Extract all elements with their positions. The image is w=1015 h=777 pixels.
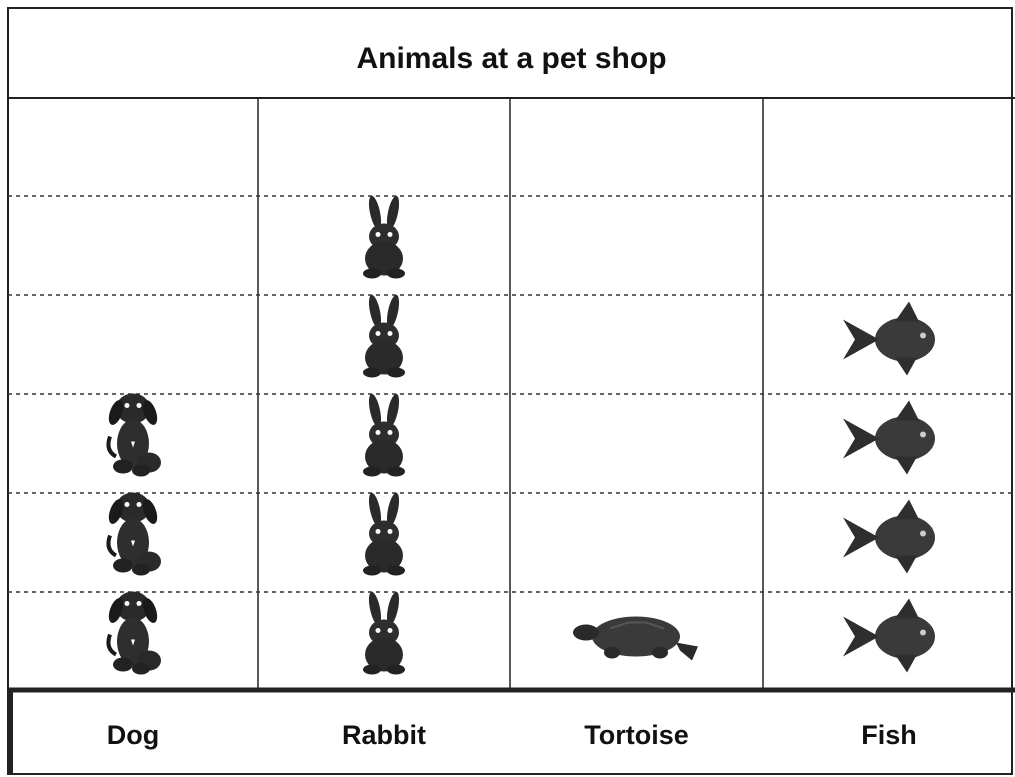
- fish-icon: [843, 302, 935, 376]
- dog-icon: [106, 394, 161, 477]
- rabbit-icon: [363, 294, 405, 378]
- fish-icon: [843, 401, 935, 475]
- category-label-dog: Dog: [106, 719, 160, 750]
- rabbit-icon: [363, 195, 405, 279]
- fish-icon: [843, 500, 935, 574]
- fish-icon: [843, 599, 935, 673]
- rabbit-icon: [363, 492, 405, 576]
- chart-title: Animals at a pet shop: [356, 42, 667, 75]
- category-label-tortoise: Tortoise: [584, 719, 689, 750]
- dog-icon: [106, 592, 161, 675]
- dog-icon: [106, 493, 161, 576]
- tortoise-icon: [573, 617, 698, 661]
- category-label-fish: Fish: [861, 719, 917, 750]
- category-label-rabbit: Rabbit: [342, 719, 426, 750]
- rabbit-icon: [363, 393, 405, 477]
- rabbit-icon: [363, 591, 405, 675]
